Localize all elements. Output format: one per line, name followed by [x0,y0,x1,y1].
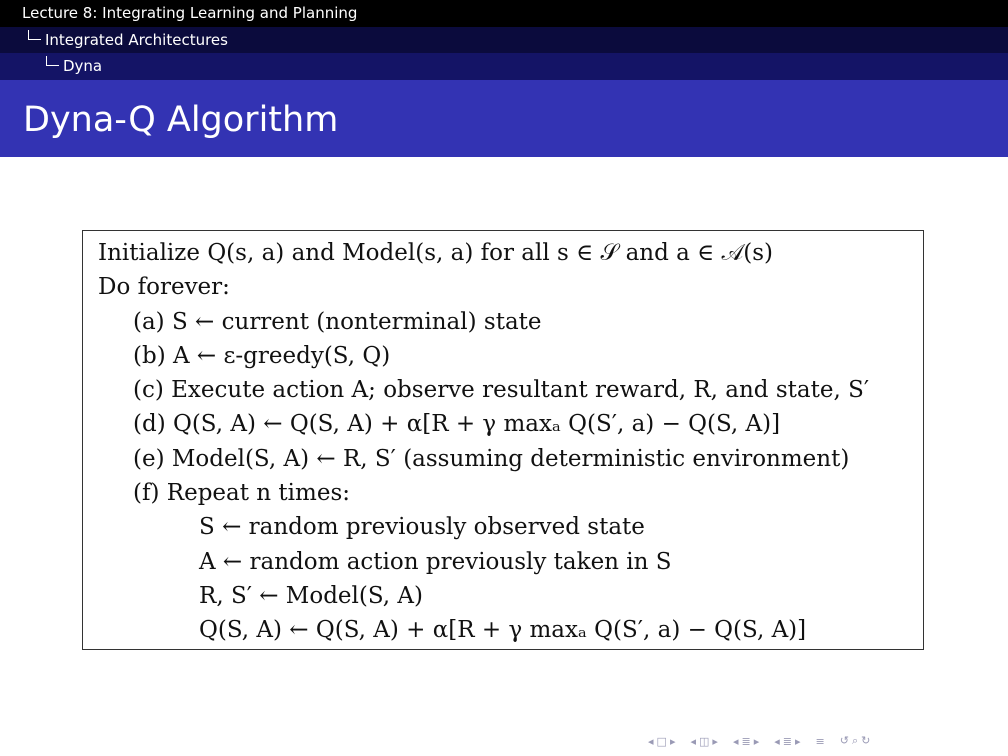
next-slide-icon[interactable]: ▸ [669,734,676,748]
frame-title-bar [0,80,1008,157]
section-icon[interactable]: ≣ [782,734,792,748]
prev-slide-icon[interactable]: ◂ [648,734,654,748]
planning-line-state: S ← random previously observed state [199,514,645,541]
section-headline[interactable] [0,27,1008,53]
tree-connector-icon [46,56,59,66]
algorithm-step-b: (b) A ← ε-greedy(S, Q) [133,342,391,369]
search-icon[interactable]: ⌕ [851,734,859,747]
prev-subsection-icon[interactable]: ◂ [732,734,739,748]
next-subsection-icon[interactable]: ▸ [753,734,760,748]
algorithm-line-loop: Do forever: [98,274,230,301]
planning-line-update: Q(S, A) ← Q(S, A) + α[R + γ maxₐ Q(S′, a) − Q(S, A)] [199,617,807,644]
algorithm-step-c: (c) Execute action A; observe resultant reward, R, and state, S′ [133,377,870,404]
slide-icon[interactable]: □ [656,734,667,748]
algorithm-box [82,230,924,650]
planning-line-action: A ← random action previously taken in S [199,548,672,575]
planning-line-model: R, S′ ← Model(S, A) [199,582,424,609]
frame-title: Dyna-Q Algorithm [23,100,339,140]
algorithm-step-e: (e) Model(S, A) ← R, S′ (assuming deterministic environment) [133,445,850,472]
back-icon[interactable]: ↺ [839,734,849,747]
subsection-headline[interactable] [0,53,1008,80]
lecture-title: Lecture 8: Integrating Learning and Planning [22,4,358,22]
algorithm-step-f: (f) Repeat n times: [133,480,350,507]
subsection-title: Dyna [63,57,103,75]
navigation-bar [648,732,993,750]
subsection-icon[interactable]: ≣ [741,734,751,748]
next-frame-icon[interactable]: ▸ [712,734,718,748]
tree-connector-icon [28,30,41,40]
lecture-headline[interactable] [0,0,1008,27]
toc-icon[interactable]: ≡ [815,734,825,748]
section-title: Integrated Architectures [45,31,228,49]
next-section-icon[interactable]: ▸ [794,734,801,748]
forward-icon[interactable]: ↻ [861,734,871,747]
frame-icon[interactable]: ◫ [699,734,710,748]
algorithm-step-d: (d) Q(S, A) ← Q(S, A) + α[R + γ maxₐ Q(S′, a) − Q(S, A)] [133,411,781,438]
algorithm-step-a: (a) S ← current (nonterminal) state [133,308,542,335]
algorithm-line-initialize: Initialize Q(s, a) and Model(s, a) for all s ∈ 𝒮 and a ∈ 𝒜(s) [98,240,774,266]
prev-frame-icon[interactable]: ◂ [690,734,696,748]
prev-section-icon[interactable]: ◂ [774,734,780,748]
